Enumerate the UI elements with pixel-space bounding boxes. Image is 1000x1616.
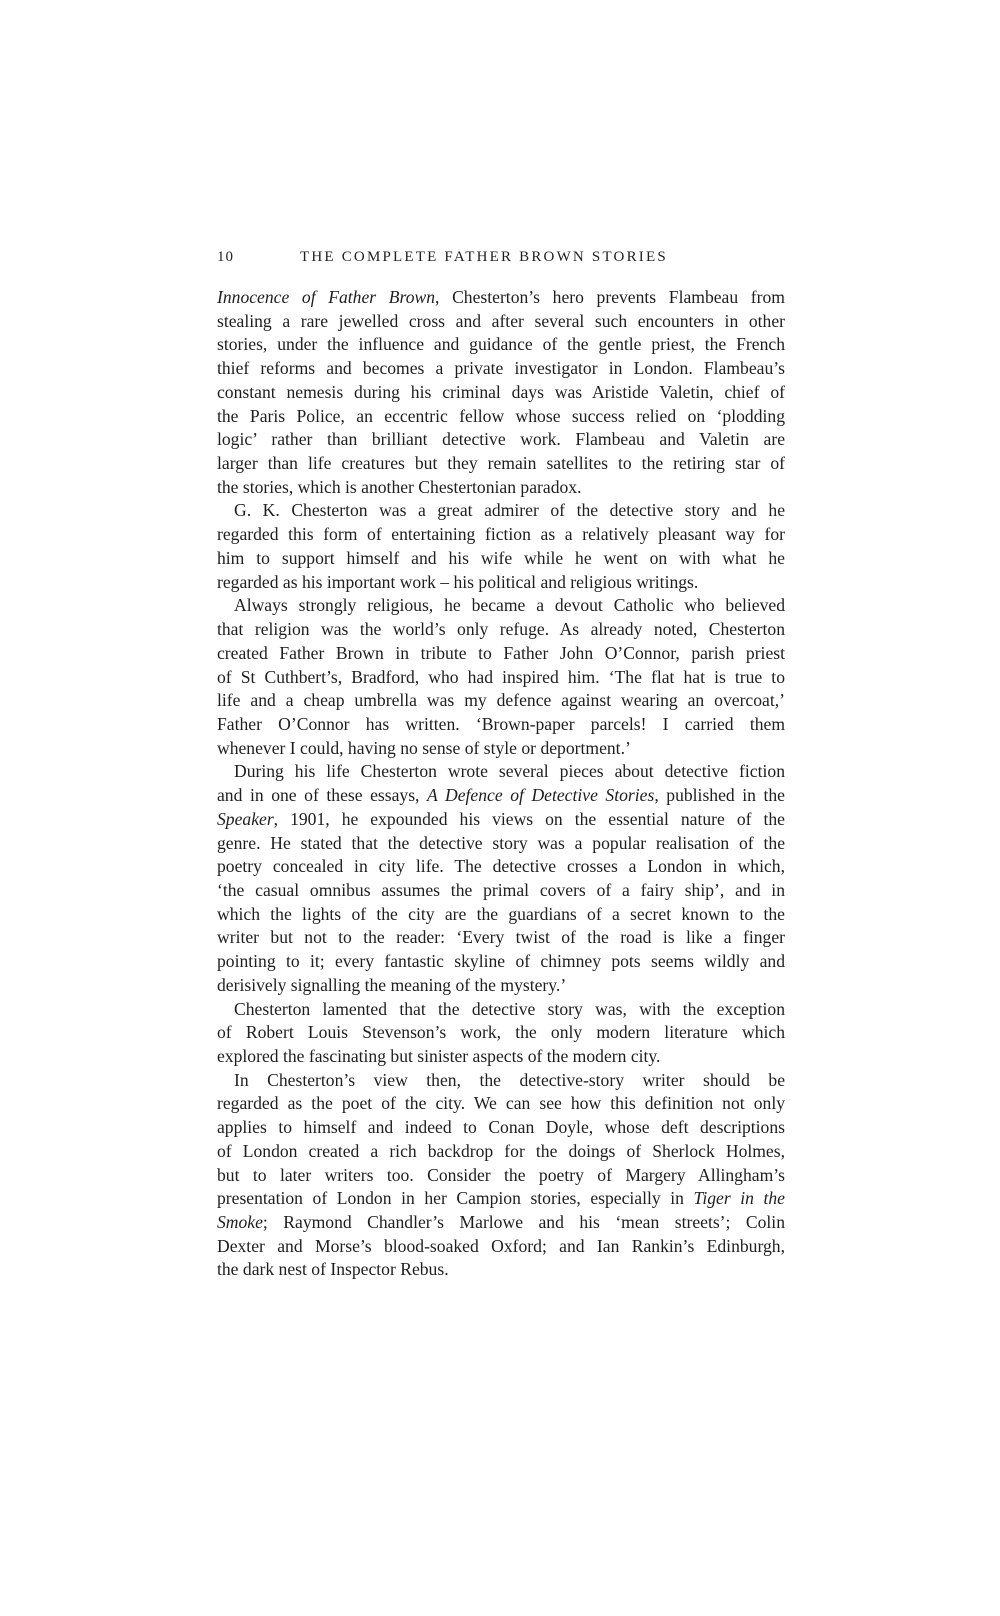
text-line	[217, 1092, 785, 1116]
text-line	[217, 998, 785, 1022]
text-line	[217, 950, 785, 974]
text-segment: whenever I could, having no sense of style or deportment.’	[217, 737, 631, 758]
running-title: THE COMPLETE FATHER BROWN STORIES	[300, 249, 668, 265]
text-line	[217, 666, 785, 690]
text-segment: stealing a rare jewelled cross and after several such encounters in other	[217, 310, 785, 331]
text-line	[217, 571, 785, 595]
text-line	[217, 855, 785, 879]
text-line	[217, 428, 785, 452]
text-segment: writer but not to the reader: ‘Every twist of the road is like a finger	[217, 927, 785, 948]
text-line	[217, 808, 785, 832]
text-segment: , 1901, he expounded his views on the essential nature of the	[273, 808, 785, 829]
text-line	[217, 381, 785, 405]
text-segment: Chesterton lamented that the detective story was, with the exception	[234, 998, 785, 1019]
text-segment: applies to himself and indeed to Conan Doyle, whose deft descriptions	[217, 1117, 785, 1138]
text-line	[217, 926, 785, 950]
text-line	[217, 1021, 785, 1045]
text-line	[217, 1235, 785, 1259]
text-line	[217, 832, 785, 856]
text-segment: the dark nest of Inspector Rebus.	[217, 1259, 449, 1280]
running-header	[217, 247, 785, 271]
italic-title-text: Speaker	[217, 808, 274, 829]
text-line	[217, 713, 785, 737]
text-segment: pointing to it; every fantastic skyline of chimney pots seems wildly and	[217, 951, 785, 972]
text-line	[217, 405, 785, 429]
text-segment: explored the fascinating but sinister aspects of the modern city.	[217, 1046, 661, 1066]
text-line	[217, 737, 785, 761]
text-segment: , Chesterton’s hero prevents Flambeau from	[435, 287, 785, 307]
text-line	[217, 499, 785, 523]
text-line	[217, 1187, 785, 1211]
body-text	[217, 286, 785, 1282]
text-segment: of St Cuthbert’s, Bradford, who had inspired him. ‘The flat hat is true to	[217, 666, 785, 687]
text-segment: Father O’Connor has written. ‘Brown-paper parcels! I carried them	[217, 713, 785, 734]
text-line	[217, 974, 785, 998]
text-line	[217, 1258, 785, 1282]
text-segment: which the lights of the city are the guardians of a secret known to the	[217, 903, 785, 924]
text-segment: the Paris Police, an eccentric fellow whose success relied on ‘plodding	[217, 405, 785, 426]
text-segment: him to support himself and his wife while he went on with what he	[217, 547, 785, 568]
text-line	[217, 333, 785, 357]
text-segment: larger than life creatures but they remain satellites to the retiring star of	[217, 453, 785, 474]
italic-title-text: Smoke	[217, 1212, 263, 1233]
text-segment: Dexter and Morse’s blood-soaked Oxford; and Ian Rankin’s Edinburgh,	[217, 1235, 785, 1256]
text-line	[217, 1211, 785, 1235]
text-line	[217, 1116, 785, 1140]
text-line	[217, 547, 785, 571]
text-segment: and in one of these essays,	[217, 785, 428, 806]
text-segment: the stories, which is another Chestertonian paradox.	[217, 476, 582, 497]
text-segment: logic’ rather than brilliant detective work. Flambeau and Valetin are	[217, 429, 785, 450]
text-segment: constant nemesis during his criminal days was Aristide Valetin, chief of	[217, 381, 785, 402]
text-line	[217, 476, 785, 500]
text-segment: stories, under the influence and guidance of the gentle priest, the French	[217, 334, 785, 355]
text-line	[217, 689, 785, 713]
text-segment: G. K. Chesterton was a great admirer of the detective story and he	[234, 500, 785, 521]
text-line	[217, 760, 785, 784]
text-segment: of Robert Louis Stevenson’s work, the only modern literature which	[217, 1022, 785, 1043]
text-line	[217, 1069, 785, 1093]
text-segment: poetry concealed in city life. The detective crosses a London in which,	[217, 856, 785, 877]
text-segment: but to later writers too. Consider the poetry of Margery Allingham’s	[217, 1164, 785, 1185]
text-line	[217, 523, 785, 547]
text-line	[217, 903, 785, 927]
text-segment: ‘the casual omnibus assumes the primal covers of a fairy ship’, and in	[217, 879, 785, 900]
text-line	[217, 784, 785, 808]
italic-title-text: A Defence of Detective Stories	[427, 785, 655, 806]
text-line	[217, 286, 785, 310]
text-segment: genre. He stated that the detective story was a popular realisation of the	[217, 832, 785, 853]
text-segment: During his life Chesterton wrote several pieces about detective fiction	[234, 761, 785, 782]
text-line	[217, 1164, 785, 1188]
text-segment: life and a cheap umbrella was my defence against wearing an overcoat,’	[217, 690, 785, 711]
text-line	[217, 618, 785, 642]
text-segment: regarded as his important work – his political and religious writings.	[217, 571, 699, 592]
text-segment: thief reforms and becomes a private investigator in London. Flambeau’s	[217, 358, 785, 379]
text-line	[217, 310, 785, 334]
text-segment: ; Raymond Chandler’s Marlowe and his ‘mean streets’; Colin	[262, 1212, 785, 1233]
text-line	[217, 357, 785, 381]
text-segment: In Chesterton’s view then, the detective-story writer should be	[234, 1069, 785, 1090]
text-segment: , published in the	[654, 785, 785, 806]
text-segment: derisively signalling the meaning of the mystery.’	[217, 974, 567, 995]
text-segment: regarded this form of entertaining fiction as a relatively pleasant way for	[217, 524, 785, 545]
text-segment: Always strongly religious, he became a devout Catholic who believed	[234, 595, 785, 616]
text-segment: of London created a rich backdrop for the doings of Sherlock Holmes,	[217, 1140, 785, 1161]
text-line	[217, 879, 785, 903]
italic-title-text: Tiger in the	[693, 1188, 785, 1209]
text-line	[217, 452, 785, 476]
text-line	[217, 1045, 785, 1069]
italic-title-text: Innocence of Father Brown	[217, 287, 436, 307]
text-line	[217, 594, 785, 618]
text-segment: regarded as the poet of the city. We can see how this definition not only	[217, 1093, 785, 1114]
text-line	[217, 642, 785, 666]
page-number: 10	[217, 249, 234, 265]
text-segment: that religion was the world’s only refuge. As already noted, Chesterton	[217, 619, 785, 640]
text-line	[217, 1140, 785, 1164]
text-segment: created Father Brown in tribute to Father John O’Connor, parish priest	[217, 642, 785, 663]
text-segment: presentation of London in her Campion stories, especially in	[217, 1188, 694, 1209]
